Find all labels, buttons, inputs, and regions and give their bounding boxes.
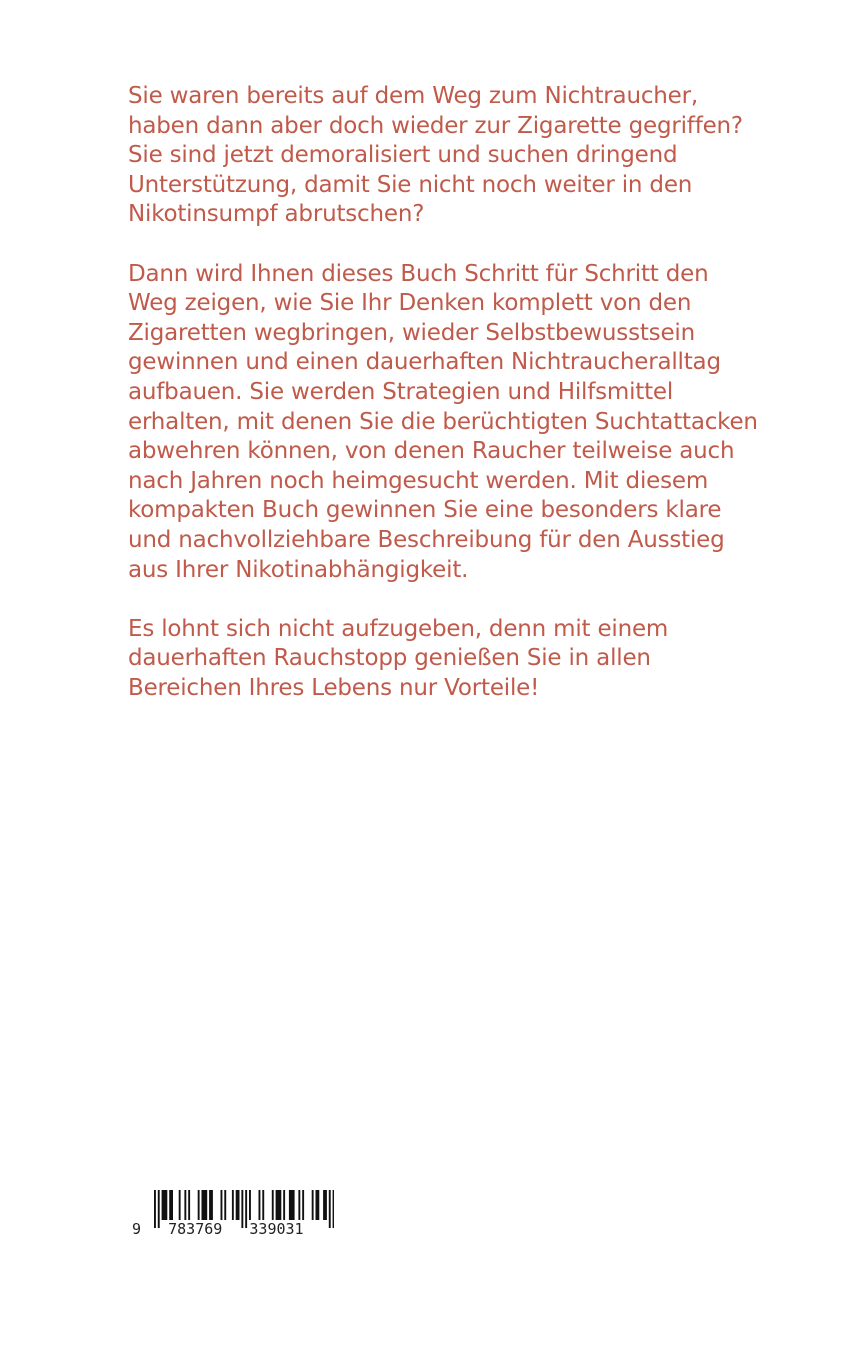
barcode-bar	[316, 1190, 320, 1220]
text-line: und nachvollziehbare Beschreibung für den Ausstieg	[128, 526, 725, 553]
blurb-paragraph-2	[128, 260, 758, 586]
barcode-bar	[169, 1190, 173, 1220]
barcode-bar	[276, 1190, 282, 1220]
barcode-bar	[302, 1190, 304, 1220]
barcode-bar	[188, 1190, 190, 1220]
barcode-bar	[312, 1190, 314, 1220]
barcode-bar	[198, 1190, 200, 1220]
text-line: haben dann aber doch wieder zur Zigarette gegriffen?	[128, 112, 743, 139]
barcode-bar	[272, 1190, 274, 1220]
blurb-text	[128, 82, 758, 733]
barcode-guard-bar	[333, 1190, 334, 1228]
barcode-bar	[289, 1190, 295, 1220]
isbn-number: 9 783769 339031	[132, 1220, 304, 1238]
barcode-bar	[209, 1190, 213, 1220]
barcode-bar	[202, 1190, 208, 1220]
barcode-bar	[162, 1190, 168, 1220]
text-line: Sie waren bereits auf dem Weg zum Nichtraucher,	[128, 83, 698, 109]
text-line: Unterstützung, damit Sie nicht noch weiter in den	[128, 171, 693, 198]
barcode-bar	[236, 1190, 240, 1220]
text-line: Bereichen Ihres Lebens nur Vorteile!	[128, 674, 540, 701]
barcode-bar	[283, 1190, 285, 1220]
text-line: kompakten Buch gewinnen Sie eine besonders klare	[128, 497, 722, 524]
text-line: Nikotinsumpf abrutschen?	[128, 201, 425, 228]
text-line: dauerhaften Rauchstopp genießen Sie in allen	[128, 645, 651, 672]
text-line: aufbauen. Sie werden Strategien und Hilfsmittel	[128, 378, 674, 405]
text-line: Zigaretten wegbringen, wieder Selbstbewusstsein	[128, 319, 695, 346]
barcode-bar	[179, 1190, 181, 1220]
barcode-bar	[224, 1190, 226, 1220]
text-line: Sie sind jetzt demoralisiert und suchen dringend	[128, 142, 678, 169]
barcode-guard-bar	[329, 1190, 331, 1228]
text-line: Weg zeigen, wie Sie Ihr Denken komplett von den	[128, 290, 692, 317]
barcode-bar	[232, 1190, 234, 1220]
text-line: aus Ihrer Nikotinabhängigkeit.	[128, 556, 469, 583]
barcode-bar	[298, 1190, 300, 1220]
barcode-bar	[259, 1190, 261, 1220]
barcode-bar	[323, 1190, 327, 1220]
barcode-bar	[221, 1190, 223, 1220]
text-line: nach Jahren noch heimgesucht werden. Mit diesem	[128, 467, 709, 494]
barcode-bar	[184, 1190, 186, 1220]
text-line: gewinnen und einen dauerhaften Nichtraucheralltag	[128, 349, 721, 376]
barcode-bar	[249, 1190, 251, 1220]
text-line: abwehren können, von denen Raucher teilweise auch	[128, 438, 735, 465]
text-line: Dann wird Ihnen dieses Buch Schritt für Schritt den	[128, 260, 709, 287]
text-line: Es lohnt sich nicht aufzugeben, denn mit einem	[128, 615, 669, 642]
barcode-bar	[262, 1190, 264, 1220]
blurb-paragraph-3	[128, 615, 743, 704]
blurb-paragraph-1	[128, 82, 743, 230]
text-line: erhalten, mit denen Sie die berüchtigten Suchtattacken	[128, 408, 758, 435]
